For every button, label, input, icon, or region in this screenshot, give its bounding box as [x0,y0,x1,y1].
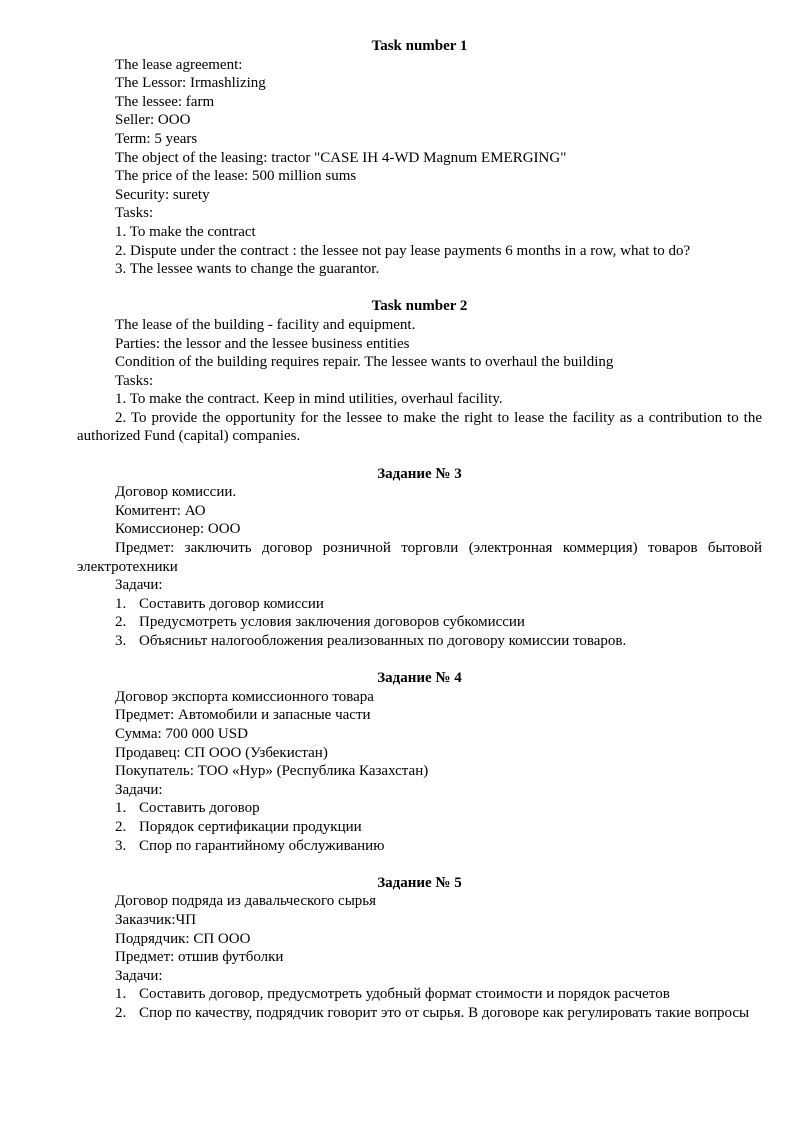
list-item-number: 3. [115,633,127,649]
task-2-line: Parties: the lessor and the lessee business entities [115,335,410,352]
task-3-line: Комитент: АО [115,502,206,519]
task-1-line: Term: 5 years [115,130,198,147]
list-item [77,595,762,614]
task-1-line: The lease agreement: [115,56,243,73]
task-1-section [77,37,762,279]
list-item-text: Спор по качеству, подрядчик говорит это от сырья. В договоре как регулировать такие вопросы [139,1004,750,1021]
list-item-text: Составить договор комиссии [139,595,324,612]
task-2-line: Tasks: [115,372,154,389]
list-item [77,613,762,632]
list-item-text: Составить договор [139,800,260,817]
task-4-line: Сумма: 700 000 USD [115,725,248,742]
task-4-line: Предмет: Автомобили и запасные части [115,707,371,724]
task-1-line: The lessee: farm [115,93,215,110]
list-item [77,818,762,837]
task-2-line: The lease of the building - facility and equipment. [115,316,416,333]
list-item-text: Предусмотреть условия заключения договоров субкомиссии [139,614,525,631]
task-3-paragraph: Предмет: заключить договор розничной торговли (электронная коммерция) товаров бытовой электротехники [77,540,762,575]
task-1-line: Seller: OOO [115,112,191,129]
task-4-line: Продавец: СП ООО (Узбекистан) [115,744,328,761]
task-4-line: Задачи: [115,781,163,798]
list-item-number: 1. [115,595,127,612]
task-2-section [77,297,762,446]
task-5-title: Задание № 5 [377,874,462,891]
task-4-title: Задание № 4 [377,670,462,687]
list-item-number: 2. [115,614,127,631]
task-1-line: 2. Dispute under the contract : the lessee not pay lease payments 6 months in a row, what to do? [115,242,691,259]
task-5-line: Договор подряда из давальческого сырья [115,893,377,910]
task-4-line: Договор экспорта комиссионного товара [115,688,374,705]
task-5-line: Подрядчик: СП ООО [115,930,251,947]
task-3-line: Договор комиссии. [115,484,237,501]
task-5-list [77,985,762,1022]
task-5-line: Заказчик:ЧП [115,911,197,928]
list-item-text: Спор по гарантийному обслуживанию [139,837,385,854]
list-item-number: 3. [115,837,127,854]
task-3-section [77,465,762,651]
task-1-title: Task number 1 [371,38,468,54]
task-1-line: 1. To make the contract [115,223,256,240]
task-1-line: The object of the leasing: tractor "CASE IH 4-WD Magnum EMERGING" [115,149,567,166]
task-2-line: 1. To make the contract. Keep in mind utilities, overhaul facility. [115,391,503,408]
list-item [77,799,762,818]
list-item-text: Объясниьт налогообложения реализованных по договору комиссии товаров. [139,633,627,649]
list-item-number: 2. [115,818,127,835]
list-item [77,985,762,1004]
list-item [77,632,762,651]
task-2-title: Task number 2 [371,298,468,315]
task-4-list [77,799,762,855]
task-1-line: Security: surety [115,186,210,203]
list-item [77,837,762,856]
task-2-paragraph: 2. To provide the opportunity for the lessee to make the right to lease the facility as a contribution to the authorized Fund (capital) companies. [77,409,762,445]
list-item-number: 1. [115,986,127,1003]
list-item-number: 2. [115,1004,127,1021]
list-item-number: 1. [115,800,127,817]
task-3-tasks-label: Задачи: [115,577,163,594]
task-3-list [77,595,762,651]
task-5-line: Задачи: [115,967,163,984]
task-3-line: Комиссионер: ООО [115,521,241,538]
task-2-line: Condition of the building requires repair. The lessee wants to overhaul the building [115,354,614,371]
task-1-line: The Lessor: Irmashlizing [115,75,266,92]
task-4-section [77,669,762,855]
list-item [77,1004,762,1023]
task-3-title: Задание № 3 [377,465,462,482]
task-5-line: Предмет: отшив футболки [115,949,284,966]
list-item-text: Порядок сертификации продукции [139,818,362,835]
task-1-line: 3. The lessee wants to change the guarantor. [115,261,380,278]
task-1-line: Tasks: [115,205,154,222]
task-1-line: The price of the lease: 500 million sums [115,168,357,185]
task-4-line: Покупатель: ТОО «Нур» (Республика Казахстан) [115,763,429,780]
list-item-text: Составить договор, предусмотреть удобный формат стоимости и порядок расчетов [139,986,670,1003]
task-5-section [77,874,762,1023]
